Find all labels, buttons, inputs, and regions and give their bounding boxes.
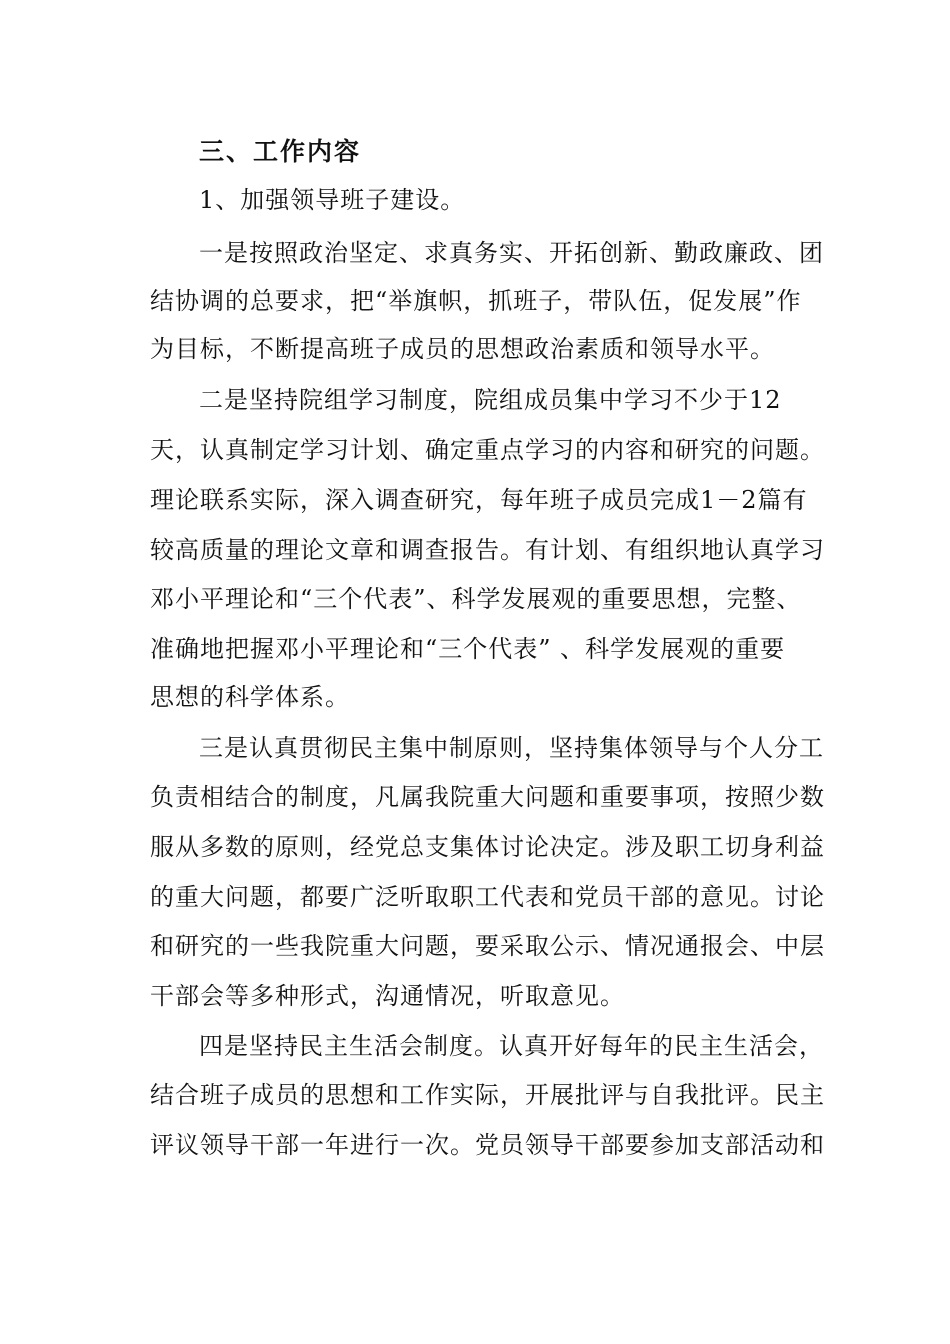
paragraph-line: 一是按照政治坚定、求真务实、开拓创新、勤政廉政、团 (199, 239, 824, 267)
paragraph-line: 结协调的总要求，把“举旗帜，抓班子，带队伍，促发展”作 (150, 287, 802, 315)
section-heading: 三、工作内容 (199, 137, 362, 166)
paragraph-line: 和研究的一些我院重大问题，要采取公示、情况通报会、中层 (150, 932, 825, 960)
paragraph-line: 四是坚持民主生活会制度。认真开好每年的民主生活会， (199, 1032, 824, 1060)
paragraph-line: 准确地把握邓小平理论和“三个代表” 、科学发展观的重要 (150, 635, 786, 663)
subsection-title: 1、加强领导班子建设。 (199, 186, 466, 214)
paragraph-line: 干部会等多种形式，沟通情况，听取意见。 (150, 982, 625, 1010)
paragraph-line: 负责相结合的制度，凡属我院重大问题和重要事项，按照少数 (150, 783, 825, 811)
paragraph-line: 天，认真制定学习计划、确定重点学习的内容和研究的问题。 (150, 436, 825, 464)
paragraph-line: 的重大问题，都要广泛听取职工代表和党员干部的意见。讨论 (150, 883, 825, 911)
paragraph-line: 思想的科学体系。 (150, 683, 350, 711)
paragraph-line: 服从多数的原则，经党总支集体讨论决定。涉及职工切身利益 (150, 833, 825, 861)
paragraph-line: 理论联系实际，深入调查研究，每年班子成员完成1－2篇有 (150, 486, 808, 514)
paragraph-line: 为目标，不断提高班子成员的思想政治素质和领导水平。 (150, 335, 775, 363)
paragraph-line: 三是认真贯彻民主集中制原则，坚持集体领导与个人分工 (199, 734, 824, 762)
paragraph-line: 邓小平理论和“三个代表”、科学发展观的重要思想，完整、 (150, 585, 802, 613)
paragraph-line: 较高质量的理论文章和调查报告。有计划、有组织地认真学习 (150, 536, 825, 564)
paragraph-line: 评议领导干部一年进行一次。党员领导干部要参加支部活动和 (150, 1131, 825, 1159)
paragraph-line: 结合班子成员的思想和工作实际，开展批评与自我批评。民主 (150, 1081, 825, 1109)
paragraph-line: 二是坚持院组学习制度，院组成员集中学习不少于12 (199, 386, 782, 414)
